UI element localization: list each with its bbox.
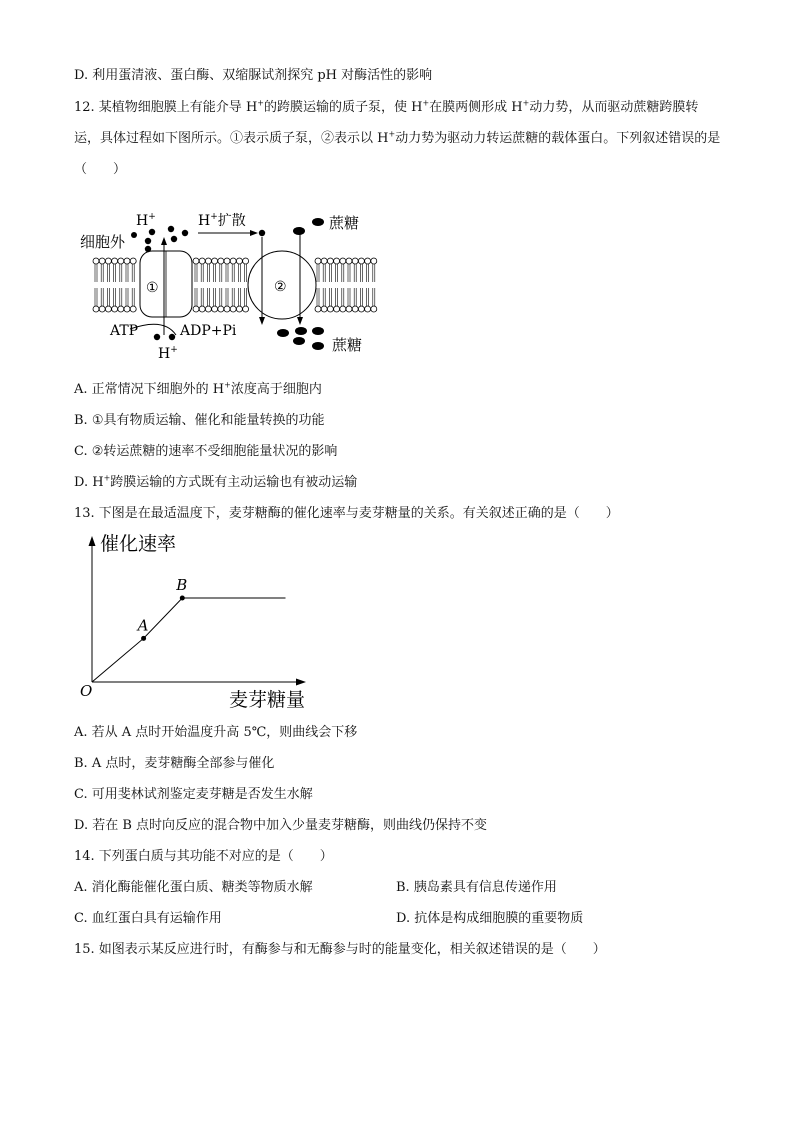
maltase-rate-chart: [74, 530, 324, 710]
lipid-head: [352, 306, 358, 312]
lipid-head: [327, 306, 333, 312]
point-label-b: B: [176, 576, 188, 594]
lipid-head: [346, 258, 352, 264]
lipid-head: [236, 306, 242, 312]
lipid-head: [358, 306, 364, 312]
lipid-head: [105, 306, 111, 312]
origin-label: O: [80, 682, 93, 700]
lipid-head: [193, 306, 199, 312]
h-bottom-label: H+: [158, 345, 178, 362]
lipid-head: [218, 258, 224, 264]
q13-option-b: B. A 点时，麦芽糖酶全部参与催化: [74, 756, 275, 771]
q15-stem: 15. 如图表示某反应进行时，有酶参与和无酶参与时的能量变化，相关叙述错误的是（ ）: [74, 942, 606, 957]
lipid-head: [118, 306, 124, 312]
y-axis-label: 催化速率: [100, 533, 177, 555]
lipid-head: [224, 306, 230, 312]
lipid-head: [321, 306, 327, 312]
lipid-head: [340, 258, 346, 264]
lipid-head: [118, 258, 124, 264]
outside-label: 细胞外: [80, 233, 126, 251]
lipid-head: [340, 306, 346, 312]
lipid-head: [130, 258, 136, 264]
lipid-head: [99, 306, 105, 312]
proton-pump-diagram: [74, 205, 384, 365]
q13-option-a: A. 若从 A 点时开始温度升高 5℃，则曲线会下移: [74, 725, 358, 740]
q12-option-c: C. ②转运蔗糖的速率不受细胞能量状况的影响: [74, 444, 338, 459]
lipid-head: [321, 258, 327, 264]
membrane-bilayer: [93, 258, 377, 312]
q14-option-c: C. 血红蛋白具有运输作用: [74, 911, 222, 926]
lipid-head: [99, 258, 105, 264]
point-a: [141, 636, 146, 641]
lipid-head: [130, 306, 136, 312]
lipid-head: [212, 306, 218, 312]
sucrose-bottom-label: 蔗糖: [332, 336, 363, 354]
lipid-head: [371, 258, 377, 264]
q13-option-d: D. 若在 B 点时向反应的混合物中加入少量麦芽糖酶，则曲线仍保持不变: [74, 818, 488, 833]
lipid-head: [315, 258, 321, 264]
lipid-head: [358, 258, 364, 264]
rate-curve: [92, 598, 286, 682]
point-label-a: A: [137, 616, 149, 635]
lipid-head: [193, 258, 199, 264]
point-b: [180, 596, 185, 601]
lipid-head: [334, 306, 340, 312]
lipid-head: [199, 258, 205, 264]
h-top-label: H+: [136, 212, 156, 229]
lipid-head: [327, 258, 333, 264]
lipid-head: [224, 258, 230, 264]
q14-option-b: B. 胰岛素具有信息传递作用: [396, 880, 557, 895]
carrier-label: ②: [274, 279, 287, 295]
q12-option-b: B. ①具有物质运输、催化和能量转换的功能: [74, 413, 325, 428]
lipid-head: [230, 258, 236, 264]
q14-option-a: A. 消化酶能催化蛋白质、糖类等物质水解: [74, 880, 313, 895]
lipid-head: [236, 258, 242, 264]
lipid-head: [346, 306, 352, 312]
lipid-head: [315, 306, 321, 312]
q14-option-d: D. 抗体是构成细胞膜的重要物质: [396, 911, 584, 926]
lipid-head: [199, 306, 205, 312]
q13-option-c: C. 可用斐林试剂鉴定麦芽糖是否发生水解: [74, 787, 313, 802]
x-axis-label: 麦芽糖量: [229, 689, 306, 710]
lipid-head: [105, 258, 111, 264]
lipid-head: [371, 306, 377, 312]
lipid-head: [230, 306, 236, 312]
lipid-head: [205, 258, 211, 264]
lipid-head: [124, 306, 130, 312]
lipid-head: [334, 258, 340, 264]
q13-stem: 13. 下图是在最适温度下，麦芽糖酶的催化速率与麦芽糖量的关系。有关叙述正确的是（ ）: [74, 506, 619, 521]
q12-option-a: A. 正常情况下细胞外的 H+浓度高于细胞内: [74, 380, 322, 397]
lipid-head: [112, 306, 118, 312]
h-diffusion-label: H+扩散: [198, 212, 246, 229]
adp-label: ADP+Pi: [180, 323, 237, 339]
lipid-head: [243, 306, 249, 312]
lipid-head: [218, 306, 224, 312]
lipid-head: [365, 306, 371, 312]
atp-label: ATP: [110, 323, 139, 339]
sucrose-top-label: 蔗糖: [329, 214, 360, 232]
lipid-head: [243, 258, 249, 264]
lipid-head: [352, 258, 358, 264]
q12-stem: 12. 某植物细胞膜上有能介导 H+的跨膜运输的质子泵，使 H+在膜两侧形成 H+动力势，从而驱动蔗糖跨膜转运，具体过程如下图所示。①表示质子泵，②表示以 H+动力势为驱动力转运蔗糖的载体蛋白。下列叙述错误的是（ ）: [74, 98, 721, 177]
pump-label: ①: [146, 280, 159, 296]
lipid-head: [93, 306, 99, 312]
lipid-head: [112, 258, 118, 264]
q12-option-d: D. H+跨膜运输的方式既有主动运输也有被动运输: [74, 473, 358, 490]
lipid-head: [93, 258, 99, 264]
lipid-head: [205, 306, 211, 312]
lipid-head: [365, 258, 371, 264]
lipid-head: [124, 258, 130, 264]
q11-option-d: D. 利用蛋清液、蛋白酶、双缩脲试剂探究 pH 对酶活性的影响: [74, 68, 433, 83]
lipid-head: [212, 258, 218, 264]
q14-stem: 14. 下列蛋白质与其功能不对应的是（ ）: [74, 849, 333, 864]
